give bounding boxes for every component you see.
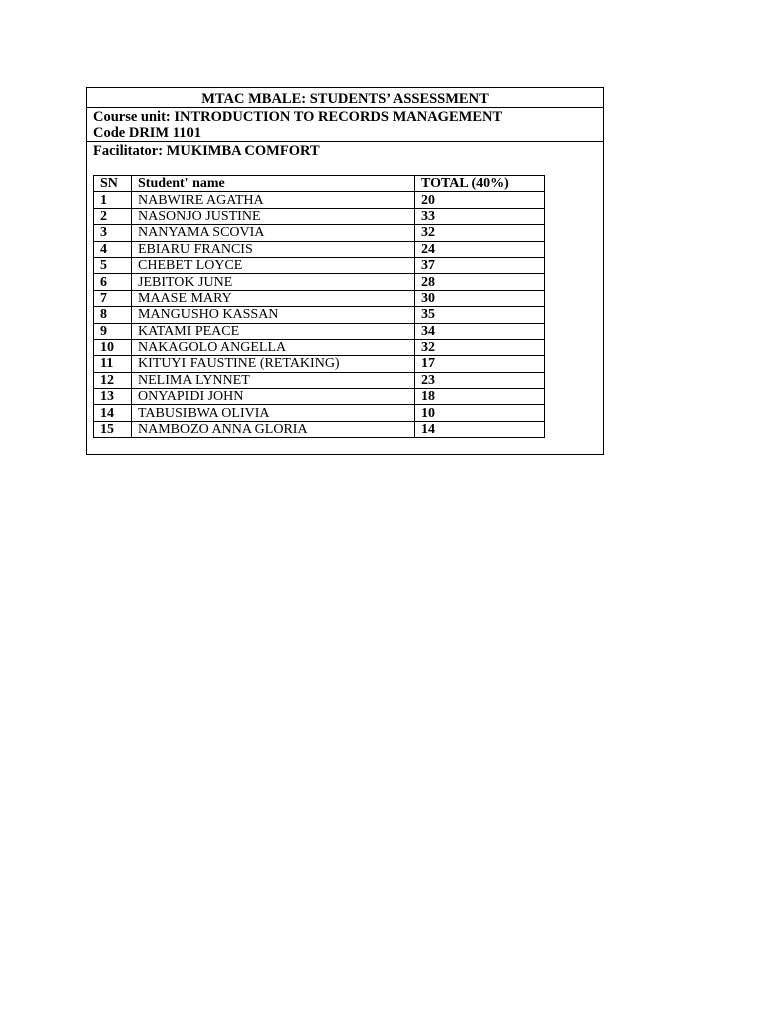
row-student-name: KITUYI FAUSTINE (RETAKING) — [132, 356, 415, 372]
row-total: 35 — [415, 307, 545, 323]
table-row — [94, 192, 545, 208]
row-sn: 3 — [94, 225, 132, 241]
facilitator-line: Facilitator: MUKIMBA COMFORT — [93, 143, 320, 159]
row-student-name: ONYAPIDI JOHN — [132, 389, 415, 405]
table-row — [94, 323, 545, 339]
row-student-name: NAMBOZO ANNA GLORIA — [132, 421, 415, 437]
table-row — [94, 372, 545, 388]
row-sn: 12 — [94, 372, 132, 388]
table-row — [94, 339, 545, 355]
table-row — [94, 241, 545, 257]
row-student-name: NANYAMA SCOVIA — [132, 225, 415, 241]
course-code-line: Code DRIM 1101 — [93, 125, 201, 141]
course-unit-line: Course unit: INTRODUCTION TO RECORDS MANAGEMENT — [93, 109, 503, 125]
row-sn: 4 — [94, 241, 132, 257]
row-student-name: MANGUSHO KASSAN — [132, 307, 415, 323]
table-row — [94, 356, 545, 372]
row-sn: 15 — [94, 421, 132, 437]
row-sn: 7 — [94, 290, 132, 306]
row-sn: 2 — [94, 208, 132, 224]
table-row — [94, 225, 545, 241]
row-student-name: MAASE MARY — [132, 290, 415, 306]
table-body — [94, 192, 545, 438]
table-row — [94, 257, 545, 273]
row-student-name: NELIMA LYNNET — [132, 372, 415, 388]
document-title: MTAC MBALE: STUDENTS’ ASSESSMENT — [87, 88, 603, 108]
table-row — [94, 307, 545, 323]
row-sn: 5 — [94, 257, 132, 273]
table-row — [94, 389, 545, 405]
row-sn: 8 — [94, 307, 132, 323]
table-row — [94, 208, 545, 224]
table-header-row — [94, 176, 545, 192]
row-sn: 6 — [94, 274, 132, 290]
table-row — [94, 405, 545, 421]
column-header-total: TOTAL (40%) — [415, 176, 545, 192]
row-total: 14 — [415, 421, 545, 437]
row-total: 30 — [415, 290, 545, 306]
row-student-name: KATAMI PEACE — [132, 323, 415, 339]
row-sn: 10 — [94, 339, 132, 355]
row-student-name: NAKAGOLO ANGELLA — [132, 339, 415, 355]
column-header-sn: SN — [94, 176, 132, 192]
scores-table — [93, 175, 545, 438]
row-total: 17 — [415, 356, 545, 372]
row-total: 10 — [415, 405, 545, 421]
row-total: 20 — [415, 192, 545, 208]
course-info — [87, 108, 603, 142]
table-row — [94, 421, 545, 437]
row-sn: 13 — [94, 389, 132, 405]
row-student-name: TABUSIBWA OLIVIA — [132, 405, 415, 421]
row-sn: 14 — [94, 405, 132, 421]
table-row — [94, 274, 545, 290]
row-student-name: NASONJO JUSTINE — [132, 208, 415, 224]
assessment-sheet — [86, 87, 604, 455]
row-student-name: CHEBET LOYCE — [132, 257, 415, 273]
row-total: 32 — [415, 225, 545, 241]
row-total: 33 — [415, 208, 545, 224]
row-total: 37 — [415, 257, 545, 273]
row-total: 32 — [415, 339, 545, 355]
row-sn: 11 — [94, 356, 132, 372]
row-total: 18 — [415, 389, 545, 405]
row-sn: 9 — [94, 323, 132, 339]
table-row — [94, 290, 545, 306]
row-student-name: EBIARU FRANCIS — [132, 241, 415, 257]
row-total: 28 — [415, 274, 545, 290]
column-header-name: Student' name — [132, 176, 415, 192]
row-student-name: NABWIRE AGATHA — [132, 192, 415, 208]
row-student-name: JEBITOK JUNE — [132, 274, 415, 290]
row-total: 34 — [415, 323, 545, 339]
row-total: 23 — [415, 372, 545, 388]
row-sn: 1 — [94, 192, 132, 208]
row-total: 24 — [415, 241, 545, 257]
